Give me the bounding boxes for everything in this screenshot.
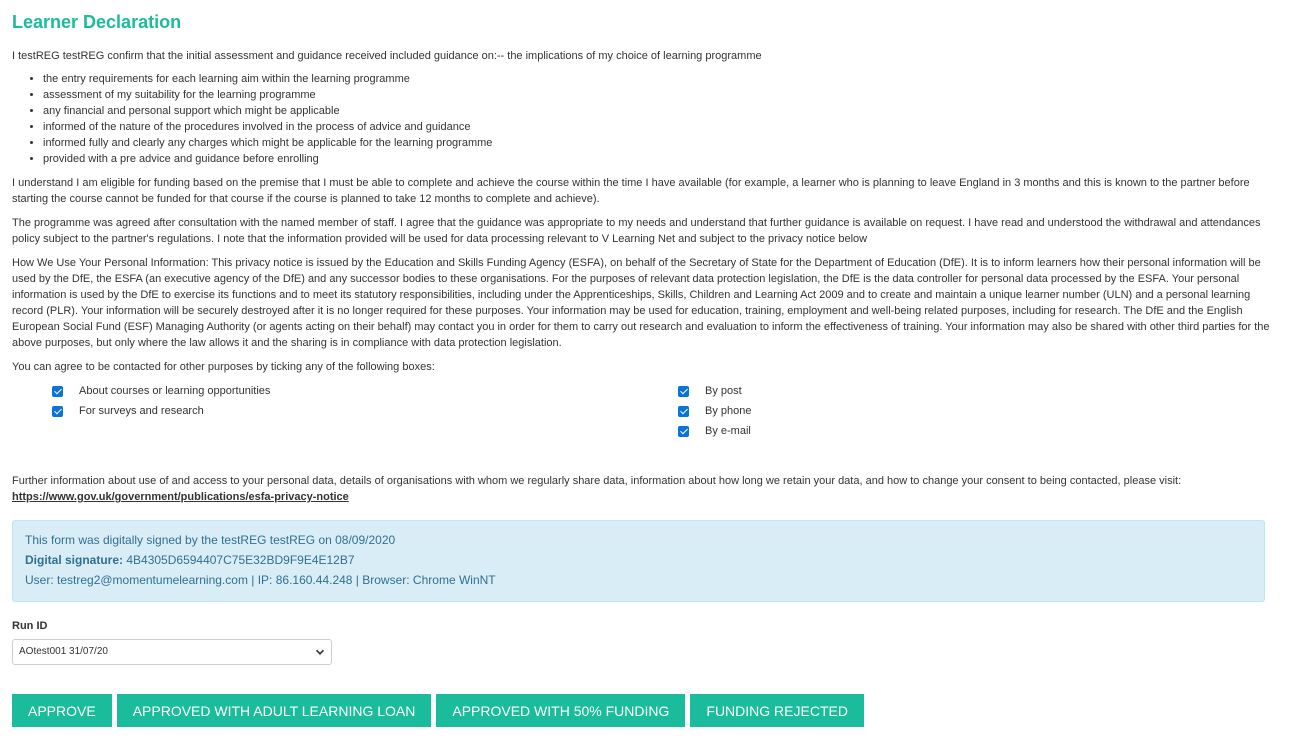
approve-with-loan-button[interactable]: APPROVED WITH ADULT LEARNING LOAN (117, 694, 432, 727)
checkbox-checked[interactable] (678, 406, 689, 417)
contact-intro-text: You can agree to be contacted for other purposes by ticking any of the following boxes: (12, 361, 435, 373)
list-item: • assessment of my suitability for the learning programme (43, 87, 1282, 103)
signature-label: Digital signature: (25, 553, 124, 567)
checkbox-phone[interactable] (678, 401, 752, 421)
checkbox-label: By e-mail (705, 425, 751, 437)
checkbox-label: By post (705, 385, 742, 397)
intro-text: I testREG testREG confirm that the initial assessment and guidance received included guidance on:-- the implications of my choice of learning programme (12, 50, 762, 62)
signature-value: 4B4305D6594407C75E32BD9F9E4E12B7 (123, 553, 355, 567)
signature-signed-line: This form was digitally signed by the testREG testREG on 08/09/2020 (25, 533, 396, 547)
list-item: • any financial and personal support which might be applicable (43, 103, 1282, 119)
chevron-down-icon (315, 647, 325, 657)
checkbox-post[interactable] (678, 381, 742, 401)
approve-button[interactable]: APPROVE (12, 694, 112, 727)
eligibility-text: I understand I am eligible for funding based on the premise that I must be able to complete and achieve the course within the time I have available (for example, a learner who is planning to leave England in 3 months and this is known to the partner before starting the course cannot be funded for that course if the course is planned to take 12 months to complete and achieve). (12, 177, 1250, 205)
run-id-label: Run ID (12, 620, 48, 632)
funding-rejected-button[interactable]: FUNDING REJECTED (690, 694, 864, 727)
privacy-notice-link[interactable]: https://www.gov.uk/government/publications/esfa-privacy-notice (12, 491, 349, 503)
signature-meta-line: User: testreg2@momentumelearning.com | IP: 86.160.44.248 | Browser: Chrome WinNT (25, 573, 496, 587)
list-item: • provided with a pre advice and guidance before enrolling (43, 151, 1282, 167)
further-info-label: Further information about use of and access to your personal data, details of organisations with whom we regularly share data, information about how long we retain your data, and how to change your consent to being contacted, please visit: (12, 475, 1182, 487)
checkbox-checked[interactable] (52, 406, 63, 417)
signature-line (25, 550, 1252, 570)
checkbox-checked[interactable] (678, 426, 689, 437)
checkbox-checked[interactable] (678, 386, 689, 397)
run-id-select[interactable] (12, 639, 332, 665)
checkbox-checked[interactable] (52, 386, 63, 397)
contact-preferences (12, 381, 1282, 451)
action-buttons (12, 694, 1282, 727)
list-item: • informed of the nature of the procedures involved in the process of advice and guidance (43, 119, 1282, 135)
guidance-list (12, 71, 1282, 167)
run-id-selected-value: AOtest001 31/07/20 (19, 646, 108, 657)
checkbox-surveys[interactable] (52, 401, 204, 421)
list-item: • informed fully and clearly any charges which might be applicable for the learning programme (43, 135, 1282, 151)
checkbox-courses[interactable] (52, 381, 271, 401)
checkbox-email[interactable] (678, 421, 751, 441)
privacy-notice-text: How We Use Your Personal Information: This privacy notice is issued by the Education and Skills Funding Agency (ESFA), on behalf of the Secretary of State for the Department of Education (DfE). It is to inform learners how their personal information will be used by the DfE, the ESFA (an executive agency of the DfE) and any successor bodies to these organisations. For the purposes of relevant data protection legislation, the DfE is the data controller for personal data processed by the ESFA. Your personal information is used by the DfE to exercise its functions and to meet its statutory responsibilities, including under the Apprenticeships, Skills, Children and Learning Act 2009 and to create and maintain a unique learner number (ULN) and a personal learning record (PLR). Your information will be securely destroyed after it is no longer required for these purposes. Your information may be used for education, training, employment and well-being related purposes, including for research. The DfE and the English European Social Fund (ESF) Managing Authority (or agents acting on their behalf) may contact you in order for them to carry out research and evaluation to inform the effectiveness of training. Your information may also be shared with other third parties for the above purposes, but only where the law allows it and the sharing is in compliance with data protection legislation. (12, 257, 1270, 349)
approve-with-50-funding-button[interactable]: APPROVED WITH 50% FUNDING (436, 694, 685, 727)
list-item: • the entry requirements for each learning aim within the learning programme (43, 71, 1282, 87)
checkbox-label: By phone (705, 405, 752, 417)
checkbox-label: For surveys and research (79, 405, 204, 417)
signature-alert (12, 520, 1265, 602)
further-info-text (12, 473, 1282, 505)
agreement-text: The programme was agreed after consultation with the named member of staff. I agree that the guidance was appropriate to my needs and understand that further guidance is available on request. I have read and understood the withdrawal and attendances policy subject to the partner's regulations. I note that the information provided will be used for data processing relevant to V Learning Net and subject to the privacy notice below (12, 217, 1261, 245)
checkbox-label: About courses or learning opportunities (79, 385, 271, 397)
page-title: Learner Declaration (12, 12, 182, 32)
